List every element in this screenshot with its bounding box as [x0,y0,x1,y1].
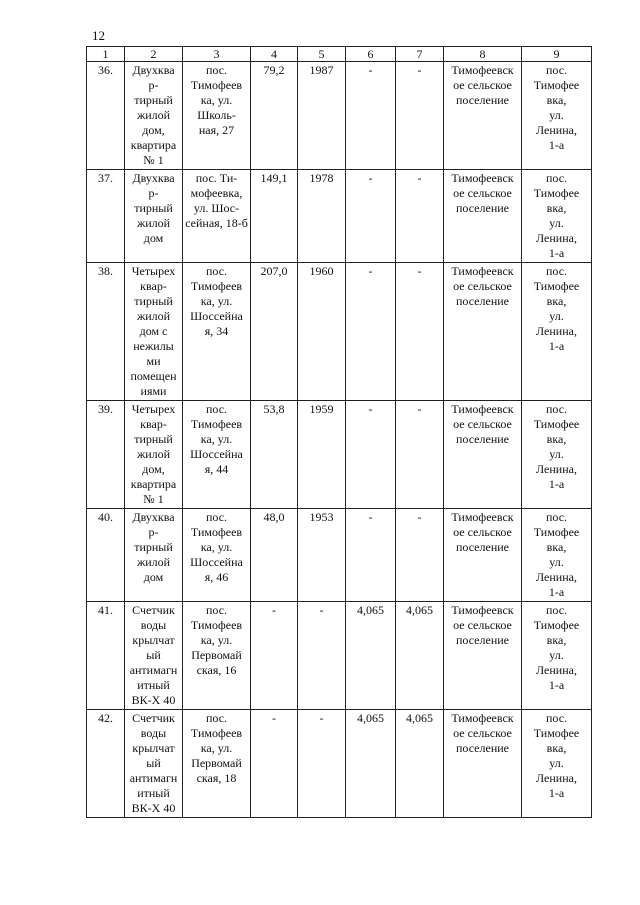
owner-location-line: пос. [545,603,568,617]
object-address-line: ская, 16 [196,663,237,677]
owner-line: ое сельское [453,78,512,92]
object-address [183,710,251,818]
object-address-line: Первомай [191,648,242,662]
owner-location-line: Тимофее [533,186,580,200]
value-col-6: - [346,401,396,509]
object-name-line: жилой [136,447,171,461]
owner-line: ое сельское [453,186,512,200]
object-name-line: тирный [134,540,173,554]
object-name-line: дом с [139,324,168,338]
object-name-line: дом, [142,462,165,476]
owner-line: поселение [455,93,509,107]
object-name-line: антимагн [129,771,178,785]
area-value: 48,0 [251,509,298,602]
owner-location-line: Тимофее [533,417,580,431]
object-name-line: Четырех [131,264,176,278]
area-value: - [251,602,298,710]
owner-location-line: ул. [549,756,564,770]
table-row [87,401,592,509]
object-name-line: жилой [136,555,171,569]
owner-location [522,710,592,818]
object-name-line: жилой [136,309,171,323]
object-name-line: тирный [134,294,173,308]
object-name-line: крылчат [132,633,175,647]
object-name-line: нежилы [133,339,174,353]
object-address-line: сейная, 18-б [185,216,248,230]
owner [444,170,522,263]
table-row [87,710,592,818]
object-address-line: Шоссейна [190,447,243,461]
table-row [87,62,592,170]
owner-location [522,401,592,509]
object-name-line: итный [137,678,170,692]
owner-location [522,263,592,401]
year-value: 1960 [298,263,346,401]
object-name-line: воды [140,618,167,632]
object-name-line: Счетчик [132,711,175,725]
row-number: 39. [87,401,125,509]
value-col-7: 4,065 [396,602,444,710]
owner-line: поселение [455,294,509,308]
value-col-7: - [396,170,444,263]
object-address-line: пос. [205,264,228,278]
object-address-line: я, 44 [204,462,229,476]
owner-location-line: Тимофее [533,618,580,632]
object-name-line: дом [143,231,164,245]
area-value: - [251,710,298,818]
object-address-line: мофеевка, [190,186,243,200]
object-address-line: Тимофеев [190,417,243,431]
owner-location-line: Ленина, [536,123,577,137]
object-name-line: жилой [136,108,171,122]
area-value: 149,1 [251,170,298,263]
object-address-line: я, 34 [204,324,229,338]
owner-line: Тимофеевск [451,264,514,278]
owner-location-line: пос. [545,402,568,416]
object-name-line: ми [146,354,161,368]
object-address-line: ская, 18 [196,771,237,785]
object-address-line: Тимофеев [190,618,243,632]
value-col-6: - [346,62,396,170]
object-name-line: квар- [140,279,167,293]
object-name-line: р- [148,525,159,539]
object-name-line: Двухква [132,63,175,77]
owner [444,263,522,401]
table-row [87,509,592,602]
object-name-line: ый [146,756,161,770]
object-address-line: ка, ул. [200,93,233,107]
owner-line: поселение [455,540,509,554]
object-address-line: Школь- [197,108,236,122]
owner-location-line: 1-а [548,786,565,800]
object-name-line: ВК-Х 40 [131,693,176,707]
object-address-line: ка, ул. [200,294,233,308]
column-header: 1 [87,47,125,62]
object-address-line: ная, 27 [198,123,235,137]
owner-location-line: Тимофее [533,525,580,539]
owner-line: поселение [455,633,509,647]
object-name [125,710,183,818]
owner-location-line: пос. [545,171,568,185]
object-address-line: пос. Ти- [195,171,238,185]
owner-line: ое сельское [453,726,512,740]
owner-line: ое сельское [453,417,512,431]
object-name-line: ый [146,648,161,662]
object-address [183,170,251,263]
object-name [125,602,183,710]
year-value: 1987 [298,62,346,170]
object-name-line: № 1 [143,492,164,506]
owner-location-line: ул. [549,447,564,461]
value-col-6: - [346,509,396,602]
object-name-line: воды [140,726,167,740]
object-address-line: ка, ул. [200,741,233,755]
object-name [125,401,183,509]
owner-location-line: вка, [546,741,567,755]
object-name [125,263,183,401]
owner-location-line: 1-а [548,339,565,353]
object-name-line: антимагн [129,663,178,677]
owner-location-line: Тимофее [533,726,580,740]
object-name-line: Двухква [132,171,175,185]
row-number: 37. [87,170,125,263]
object-address [183,401,251,509]
owner-location-line: вка, [546,432,567,446]
object-name-line: Четырех [131,402,176,416]
owner-location-line: пос. [545,510,568,524]
object-name-line: квартира [130,477,177,491]
owner-location-line: 1-а [548,585,565,599]
owner-line: Тимофеевск [451,171,514,185]
object-name-line: дом, [142,123,165,137]
owner-location [522,170,592,263]
object-address [183,62,251,170]
object-address-line: пос. [205,402,228,416]
owner-location-line: Ленина, [536,324,577,338]
value-col-6: 4,065 [346,602,396,710]
owner [444,602,522,710]
object-name-line: р- [148,186,159,200]
column-header: 3 [183,47,251,62]
object-address-line: Шоссейна [190,309,243,323]
year-value: 1953 [298,509,346,602]
page-number: 12 [92,28,105,43]
object-name-line: крылчат [132,741,175,755]
object-name [125,509,183,602]
owner-location-line: 1-а [548,678,565,692]
owner-location-line: вка, [546,540,567,554]
owner [444,62,522,170]
object-name-line: итный [137,786,170,800]
owner [444,509,522,602]
column-header: 6 [346,47,396,62]
object-address-line: Тимофеев [190,726,243,740]
object-address-line: пос. [205,63,228,77]
owner-location [522,62,592,170]
value-col-7: - [396,62,444,170]
object-name [125,170,183,263]
owner-location-line: вка, [546,294,567,308]
object-address-line: Тимофеев [190,78,243,92]
owner-line: поселение [455,741,509,755]
owner [444,401,522,509]
owner-location-line: пос. [545,63,568,77]
object-name-line: квартира [130,138,177,152]
value-col-7: - [396,401,444,509]
year-value: - [298,602,346,710]
column-header: 2 [125,47,183,62]
owner-location-line: 1-а [548,138,565,152]
owner-line: Тимофеевск [451,510,514,524]
object-name-line: Двухква [132,510,175,524]
object-name-line: иями [140,384,167,398]
object-address-line: ка, ул. [200,633,233,647]
owner-line: поселение [455,432,509,446]
owner-location-line: Ленина, [536,462,577,476]
owner-location-line: ул. [549,108,564,122]
owner-line: Тимофеевск [451,402,514,416]
column-header: 5 [298,47,346,62]
object-name-line: № 1 [143,153,164,167]
owner-location-line: ул. [549,648,564,662]
value-col-6: 4,065 [346,710,396,818]
object-address-line: пос. [205,510,228,524]
year-value: 1959 [298,401,346,509]
year-value: - [298,710,346,818]
header-row [87,47,592,62]
object-name-line: тирный [134,432,173,446]
column-header: 8 [444,47,522,62]
year-value: 1978 [298,170,346,263]
object-name [125,62,183,170]
row-number: 42. [87,710,125,818]
value-col-7: - [396,263,444,401]
object-name-line: жилой [136,216,171,230]
object-address-line: Шоссейна [190,555,243,569]
object-name-line: помещен [130,369,177,383]
object-address [183,602,251,710]
owner-location-line: Ленина, [536,771,577,785]
owner-location-line: Ленина, [536,231,577,245]
owner-location-line: вка, [546,201,567,215]
area-value: 207,0 [251,263,298,401]
area-value: 53,8 [251,401,298,509]
owner-location-line: вка, [546,633,567,647]
owner-location-line: ул. [549,309,564,323]
owner-line: поселение [455,201,509,215]
owner-location-line: Ленина, [536,570,577,584]
owner-location-line: ул. [549,555,564,569]
object-address-line: ка, ул. [200,540,233,554]
object-name-line: дом [143,570,164,584]
owner-location-line: Тимофее [533,78,580,92]
property-table [86,46,592,818]
object-address-line: я, 46 [204,570,229,584]
owner-location-line: 1-а [548,477,565,491]
object-address-line: Тимофеев [190,279,243,293]
owner-location-line: Ленина, [536,663,577,677]
owner-line: ое сельское [453,618,512,632]
owner-location [522,602,592,710]
object-address-line: пос. [205,603,228,617]
owner-line: Тимофеевск [451,63,514,77]
object-address-line: Тимофеев [190,525,243,539]
object-name-line: ВК-Х 40 [131,801,176,815]
area-value: 79,2 [251,62,298,170]
value-col-6: - [346,170,396,263]
column-header: 9 [522,47,592,62]
value-col-7: 4,065 [396,710,444,818]
object-address-line: ка, ул. [200,432,233,446]
object-name-line: Счетчик [132,603,175,617]
row-number: 41. [87,602,125,710]
object-name-line: р- [148,78,159,92]
object-address-line: ул. Шос- [193,201,240,215]
column-header: 4 [251,47,298,62]
row-number: 40. [87,509,125,602]
owner [444,710,522,818]
table-row [87,602,592,710]
row-number: 36. [87,62,125,170]
owner-line: Тимофеевск [451,711,514,725]
object-name-line: тирный [134,201,173,215]
owner-location [522,509,592,602]
owner-line: ое сельское [453,279,512,293]
object-name-line: квар- [140,417,167,431]
owner-location-line: пос. [545,264,568,278]
object-address-line: Первомай [191,756,242,770]
owner-line: Тимофеевск [451,603,514,617]
owner-location-line: ул. [549,216,564,230]
object-address [183,263,251,401]
owner-location-line: пос. [545,711,568,725]
column-header: 7 [396,47,444,62]
owner-location-line: 1-а [548,246,565,260]
table-row [87,263,592,401]
value-col-6: - [346,263,396,401]
object-name-line: тирный [134,93,173,107]
value-col-7: - [396,509,444,602]
owner-location-line: Тимофее [533,279,580,293]
row-number: 38. [87,263,125,401]
owner-line: ое сельское [453,525,512,539]
object-address [183,509,251,602]
table-row [87,170,592,263]
object-address-line: пос. [205,711,228,725]
owner-location-line: вка, [546,93,567,107]
